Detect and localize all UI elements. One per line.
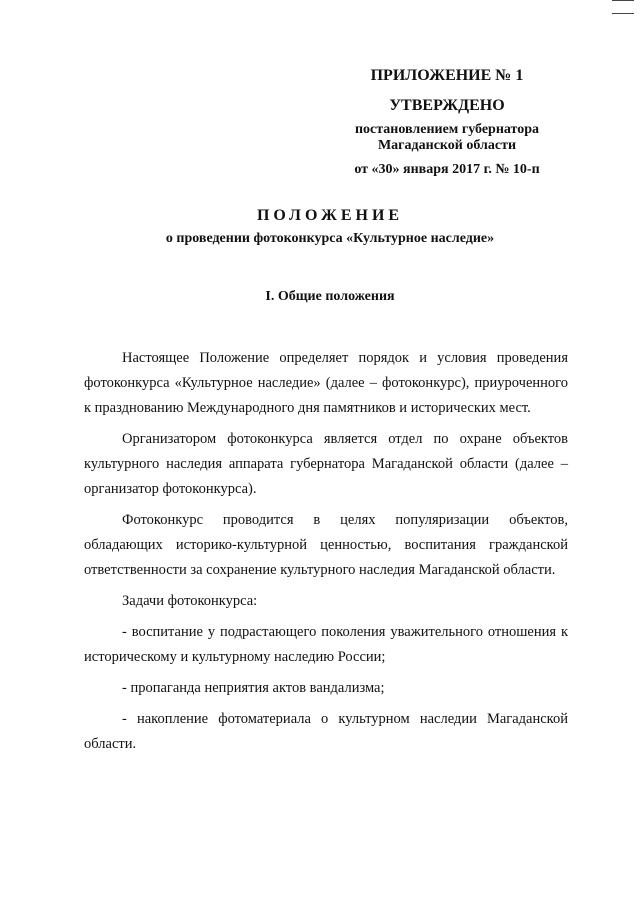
approved-label: УТВЕРЖДЕНО xyxy=(389,97,505,114)
list-item-task-3: - накопление фотоматериала о культурном наследии Магаданской области. xyxy=(84,711,568,752)
approval-date-line: от «30» января 2017 г. № 10-п xyxy=(354,162,540,177)
approval-line-1: постановлением губернатора xyxy=(354,122,540,137)
approval-line-2: Магаданской области xyxy=(377,138,517,153)
paragraph-tasks-heading: Задачи фотоконкурса: xyxy=(122,593,258,609)
paragraph-goals: Фотоконкурс проводится в целях популяризации объектов, обладающих историко-культурной ценностью, воспитания гражданской ответственности за сохранение культурного наследия Магаданской области. xyxy=(84,512,568,578)
approval-block xyxy=(332,66,562,178)
document-subtitle: о проведении фотоконкурса «Культурное наследие» xyxy=(165,231,495,246)
document-title-block xyxy=(80,206,580,248)
paragraph-organizer: Организатором фотоконкурса является отдел по охране объектов культурного наследия аппарата губернатора Магаданской области (далее – организатор фотоконкурса). xyxy=(84,431,568,497)
list-item-task-1: - воспитание у подрастающего поколения уважительного отношения к историческому и культурному наследию России; xyxy=(84,624,568,665)
document-title: ПОЛОЖЕНИЕ xyxy=(256,207,404,224)
paragraph-intro: Настоящее Положение определяет порядок и условия проведения фотоконкурса «Культурное наследие» (далее – фотоконкурс), приуроченного к празднованию Международного дня памятников и исторических мест. xyxy=(84,350,568,416)
document-body xyxy=(84,346,568,763)
scan-corner-mark xyxy=(612,0,634,14)
list-item-task-2: - пропаганда неприятия актов вандализма; xyxy=(122,680,385,696)
section-heading: I. Общие положения xyxy=(265,289,395,304)
appendix-label: ПРИЛОЖЕНИЕ № 1 xyxy=(370,67,524,84)
